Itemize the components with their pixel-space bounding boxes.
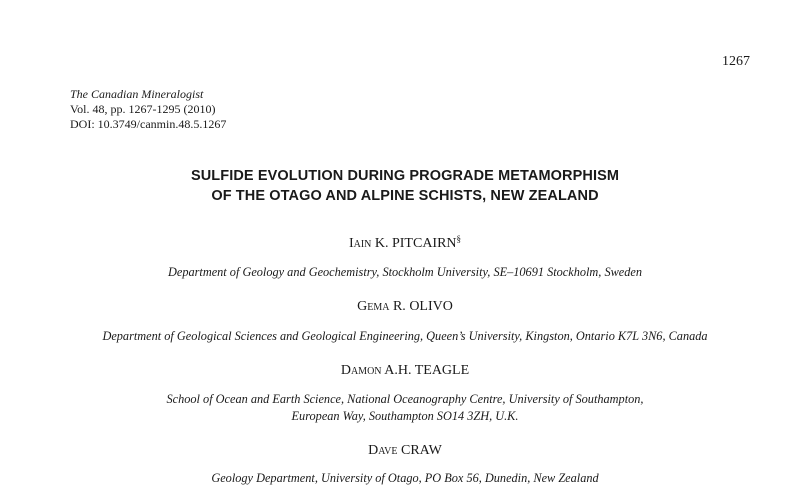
author-name [0,234,810,252]
affiliation-line: Department of Geological Sciences and Geological Engineering, Queen’s University, Kingston, Ontario K7L 3N6, Canada [102,329,708,343]
author-affiliation [0,470,810,487]
author-name [0,299,810,315]
author-first-name: Gema R. [357,299,406,314]
paper-title [0,166,810,206]
author-affiliation [0,391,810,425]
journal-info [70,87,226,132]
paper-title-line-2: OF THE OTAGO AND ALPINE SCHISTS, NEW ZEALAND [211,188,599,204]
author-first-name: Damon A.H. [340,363,412,378]
affiliation-line: School of Ocean and Earth Science, National Oceanography Centre, University of Southampton, [166,392,644,406]
author-last-name: TEAGLE [414,363,470,378]
paper-title-line-1: SULFIDE EVOLUTION DURING PROGRADE METAMORPHISM [190,168,620,184]
journal-name: The Canadian Mineralogist [70,87,204,101]
author-last-name: OLIVO [409,299,453,314]
affiliation-line: Department of Geology and Geochemistry, Stockholm University, SE–10691 Stockholm, Sweden [167,265,643,279]
corresponding-author-mark: § [456,234,462,244]
page-number: 1267 [722,54,750,69]
author-first-name: Dave [368,443,398,458]
author-name [0,363,810,379]
journal-volume: Vol. 48, pp. 1267-1295 (2010) [70,102,216,116]
journal-doi: DOI: 10.3749/canmin.48.5.1267 [70,117,227,131]
author-first-name: Iain K. [348,236,389,251]
affiliation-line: Geology Department, University of Otago, PO Box 56, Dunedin, New Zealand [211,471,599,485]
author-name [0,443,810,459]
author-last-name: CRAW [400,443,442,458]
author-last-name: PITCAIRN [391,236,457,251]
author-affiliation [0,264,810,281]
author-affiliation [0,328,810,345]
affiliation-line: European Way, Southampton SO14 3ZH, U.K. [291,409,519,423]
